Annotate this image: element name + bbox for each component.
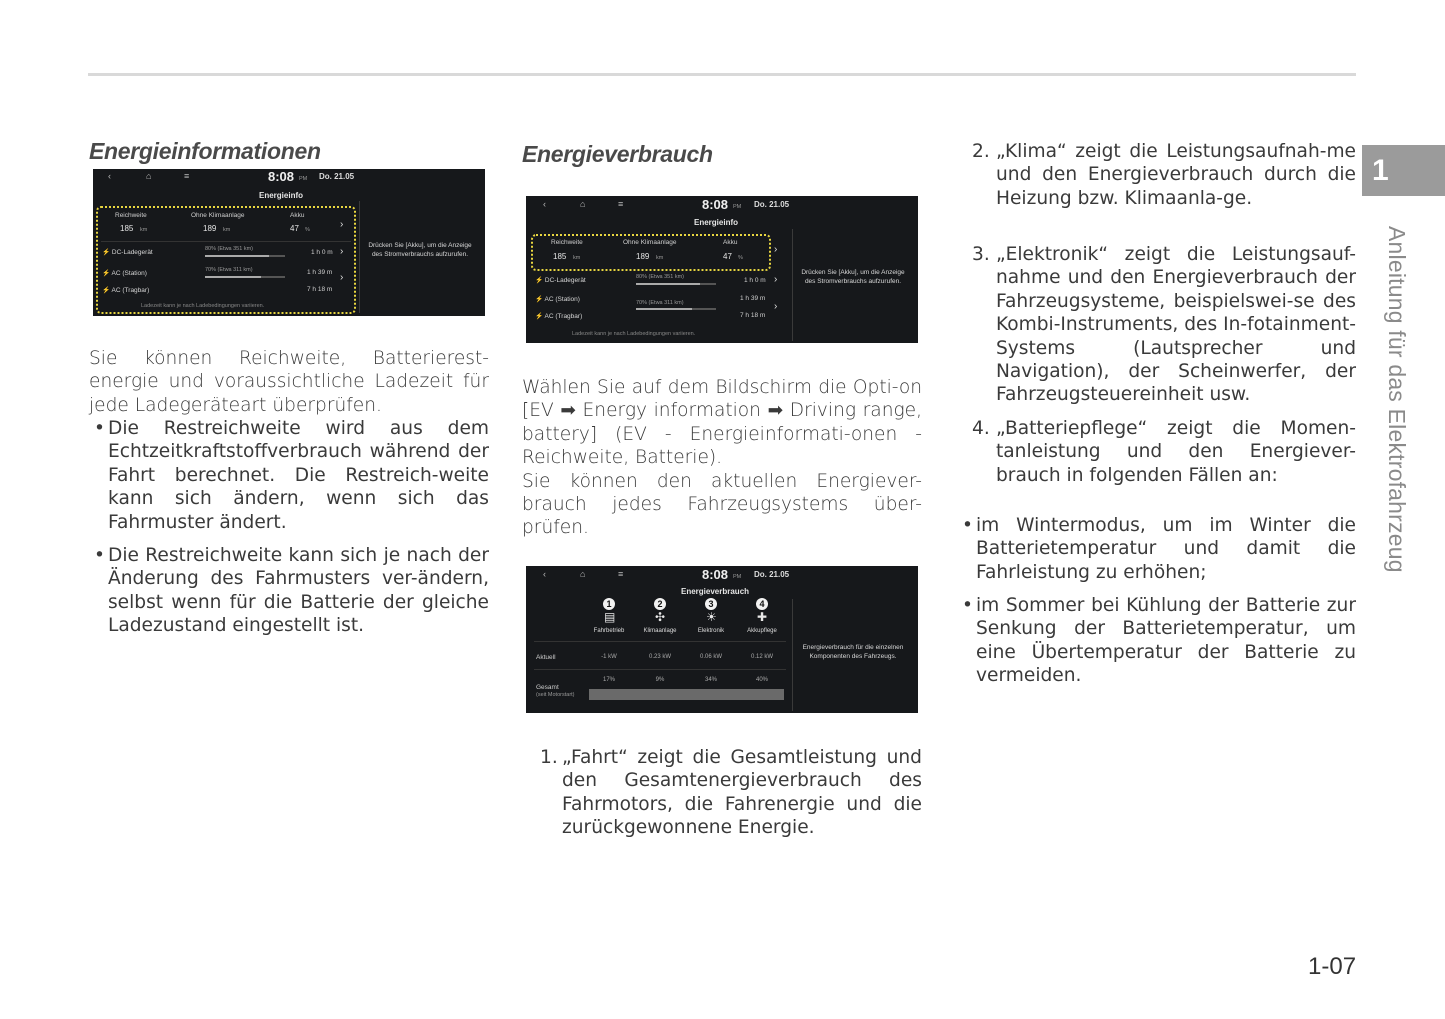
screen-title: Energieinfo	[694, 218, 739, 227]
total-value: 34%	[704, 677, 717, 683]
current-value: 0.12 kW	[750, 654, 773, 660]
range-label: Reichweite	[115, 212, 147, 219]
battery-icon: ✚	[757, 610, 768, 624]
range-value: 185	[553, 252, 567, 261]
charger-row-dc: ⚡ DC-Ladegerät	[102, 249, 153, 256]
item-number: 2.	[972, 141, 990, 162]
charger-row-ac-portable: ⚡ AC (Tragbar)	[102, 287, 150, 294]
charger-row-ac-station: ⚡ AC (Station)	[535, 296, 580, 303]
charger-ac-sub: 70% (Etwa 311 km)	[205, 267, 253, 273]
item-text: „Fahrt“ zeigt die Gesamtleistung und den Gesamtenergieverbrauch des Fahrmotors, die Fahrenergie und die zurückgewonnene Energie.	[562, 747, 922, 839]
date: Do. 21.05	[754, 570, 790, 579]
total-value: 40%	[755, 677, 768, 683]
chevron-right-icon: ›	[774, 274, 778, 285]
screen-footer: Ladezeit kann je nach Ladebedingungen variieren.	[572, 331, 696, 337]
charger-ac-portable-time: 7 h 18 m	[740, 312, 766, 319]
charger-row-ac-portable: ⚡ AC (Tragbar)	[535, 313, 583, 320]
bullet-dot: •	[962, 515, 973, 536]
screen-title: Energieinfo	[259, 191, 304, 200]
chevron-right-icon: ›	[774, 244, 778, 255]
page-number: 1-07	[1308, 953, 1357, 980]
charger-ac-portable-label: AC (Tragbar)	[111, 287, 150, 294]
noclimate-unit: km	[656, 255, 664, 261]
charge-bar-dc	[636, 283, 716, 285]
bullet-item	[94, 417, 489, 534]
total-value: 9%	[655, 677, 665, 683]
clock: 8:08	[702, 567, 729, 582]
electronics-icon: ☀	[706, 610, 717, 624]
home-icon: ⌂	[146, 171, 152, 181]
category-label: Fahrbetrieb	[593, 628, 625, 634]
row-divider	[534, 641, 786, 642]
charger-ac-station-label: AC (Station)	[111, 270, 147, 277]
noclimate-label: Ohne Klimaanlage	[191, 212, 245, 219]
panel-divider	[792, 229, 793, 341]
charger-dc-time: 1 h 0 m	[311, 249, 333, 256]
category-label: Akkupflege	[747, 628, 777, 634]
callout-1: 1	[603, 598, 615, 610]
current-value: -1 kW	[601, 654, 617, 660]
clock: 8:08	[268, 169, 295, 184]
item-number: 4.	[972, 418, 990, 439]
charge-bar-dc	[205, 255, 285, 257]
panel-divider	[792, 599, 793, 711]
charger-row-dc: ⚡ DC-Ladegerät	[535, 277, 586, 284]
charger-dc-time: 1 h 0 m	[744, 277, 766, 284]
menu-icon: ≡	[618, 569, 624, 579]
current-row-label: Aktuell	[536, 654, 556, 661]
chevron-right-icon: ›	[340, 246, 344, 257]
charge-bar-ac	[636, 308, 716, 310]
row-divider	[534, 669, 786, 670]
range-label: Reichweite	[551, 239, 583, 246]
chevron-right-icon: ›	[340, 219, 344, 230]
battery-label: Akku	[290, 212, 305, 219]
screen-note: Drücken Sie [Akku], um die Anzeige des Stromverbrauchs aufzurufen.	[368, 242, 472, 258]
current-value: 0.23 kW	[648, 654, 671, 660]
item-number: 3.	[972, 244, 990, 265]
bullet-dot: •	[94, 545, 105, 566]
heading-energieverbrauch: Energieverbrauch	[522, 141, 713, 167]
screen-title: Energieverbrauch	[681, 587, 750, 596]
numbered-item	[972, 140, 1356, 210]
back-icon: ‹	[543, 199, 546, 209]
home-icon: ⌂	[580, 569, 586, 579]
current-value: 0.06 kW	[699, 654, 722, 660]
chevron-right-icon: ›	[774, 301, 778, 312]
date: Do. 21.05	[319, 172, 355, 181]
bullet-text: im Sommer bei Kühlung der Batterie zur Senkung der Batterietemperatur, um eine Übertemperatur der Batterie zu vermeiden.	[976, 595, 1356, 687]
heading-energieinformationen: Energieinformationen	[89, 138, 321, 164]
bullet-item	[962, 594, 1356, 688]
row-divider	[101, 241, 351, 242]
clock-ampm: PM	[733, 204, 742, 210]
category-label: Klimaanlage	[643, 628, 677, 634]
bullet-text: Die Restreichweite kann sich je nach der Änderung des Fahrmusters ver-ändern, selbst wenn für die Batterie der gleiche Ladezustand eingestellt ist.	[108, 545, 489, 637]
date: Do. 21.05	[754, 200, 790, 209]
bullet-dot: •	[962, 595, 973, 616]
menu-icon: ≡	[618, 199, 624, 209]
side-chapter-title	[1380, 226, 1410, 606]
total-row-label: Gesamt	[536, 684, 559, 691]
header-rule	[88, 73, 1356, 76]
charger-dc-sub: 80% (Etwa 351 km)	[636, 274, 684, 280]
battery-value: 47	[723, 252, 732, 261]
chapter-title: Anleitung für das Elektrofahrzeug	[1384, 226, 1410, 573]
callout-4: 4	[756, 598, 768, 610]
total-row-sublabel: (seit Motorstart)	[536, 692, 575, 698]
callout-2: 2	[654, 598, 666, 610]
chevron-right-icon: ›	[340, 272, 344, 283]
numbered-item	[972, 243, 1356, 407]
back-icon: ‹	[108, 171, 111, 181]
charger-ac-station-time: 1 h 39 m	[307, 269, 333, 276]
charger-ac-station-time: 1 h 39 m	[740, 295, 766, 302]
bullet-dot: •	[94, 418, 105, 439]
noclimate-value: 189	[636, 252, 650, 261]
battery-label: Akku	[723, 239, 738, 246]
charger-row-ac-station: ⚡ AC (Station)	[102, 270, 147, 277]
chapter-number: 1	[1372, 154, 1389, 187]
clock-ampm: PM	[299, 176, 308, 182]
home-icon: ⌂	[580, 199, 586, 209]
bullet-item	[962, 514, 1356, 584]
total-share-bar	[589, 689, 784, 700]
screenshot-energieinfo-highlight	[526, 196, 918, 343]
chapter-tab	[1362, 145, 1445, 196]
bullet-text: Die Restreichweite wird aus dem Echtzeitkraftstoffverbrauch während der Fahrt berechnet. Die Restreich-weite kann sich ändern, wenn sich das Fahrmuster ändert.	[108, 418, 489, 533]
menu-icon: ≡	[184, 171, 190, 181]
screen-note: Drücken Sie [Akku], um die Anzeige des Stromverbrauchs aufzurufen.	[801, 269, 905, 285]
seat-icon: ▤	[604, 610, 616, 624]
noclimate-unit: km	[223, 227, 231, 233]
charger-ac-portable-time: 7 h 18 m	[307, 286, 333, 293]
total-value: 17%	[602, 677, 615, 683]
range-unit: km	[573, 255, 581, 261]
callout-3: 3	[705, 598, 717, 610]
noclimate-label: Ohne Klimaanlage	[623, 239, 677, 246]
screen-footer: Ladezeit kann je nach Ladebedingungen variieren.	[141, 303, 265, 309]
item-number: 1.	[540, 747, 558, 768]
clock-ampm: PM	[733, 574, 742, 580]
screenshot-energieinfo	[93, 169, 485, 316]
back-icon: ‹	[543, 569, 546, 579]
bullet-item	[94, 544, 489, 638]
charger-dc-sub: 80% (Etwa 351 km)	[205, 246, 253, 252]
clock: 8:08	[702, 197, 729, 212]
charger-ac-sub: 70% (Etwa 311 km)	[636, 300, 684, 306]
bullet-text: im Wintermodus, um im Winter die Batterietemperatur und damit die Fahrleistung zu erhöhen;	[976, 515, 1356, 583]
noclimate-value: 189	[203, 224, 217, 233]
highlight-frame	[96, 206, 356, 314]
panel-divider	[359, 201, 360, 313]
screenshot-energieverbrauch	[526, 566, 918, 713]
category-label: Elektronik	[697, 628, 725, 634]
item-text: „Elektronik“ zeigt die Leistungsauf-nahme und den Energieverbrauch der Fahrzeugsysteme, beispielswei-se des Kombi-Instruments, des In-fotainment-Systems (Lautsprecher und Navigation), der Scheinwerfer, der Fahrzeugsteuereinheit usw.	[996, 244, 1356, 406]
charger-dc-label: DC-Ladegerät	[544, 277, 586, 284]
item-text: „Klima“ zeigt die Leistungsaufnah-me und den Energieverbrauch durch die Heizung bzw. Klimaanla-ge.	[996, 141, 1356, 209]
range-value: 185	[120, 224, 134, 233]
range-unit: km	[140, 227, 148, 233]
charge-bar-ac	[205, 276, 285, 278]
screen-note: Energieverbrauch für die einzelnen Komponenten des Fahrzeugs.	[802, 644, 904, 660]
charger-ac-station-label: AC (Station)	[544, 296, 580, 303]
battery-unit: %	[305, 227, 310, 233]
charger-dc-label: DC-Ladegerät	[111, 249, 153, 256]
battery-unit: %	[738, 255, 743, 261]
numbered-item	[972, 417, 1356, 487]
numbered-item	[540, 746, 922, 840]
item-text: „Batteriepflege“ zeigt die Momen-tanleistung und den Energiever-brauch in folgenden Fällen an:	[996, 418, 1356, 486]
battery-value: 47	[290, 224, 299, 233]
intro-paragraph: Sie können Reichweite, Batterierest-energie und voraussichtliche Ladezeit für jede Ladegeräteart überprüfen.	[89, 348, 489, 416]
charger-ac-portable-label: AC (Tragbar)	[544, 313, 583, 320]
energy-paragraph: Wählen Sie auf dem Bildschirm die Opti-on [EV ➡ Energy information ➡ Driving range, battery] (EV - Energieinformati-onen - Reichweite, Batterie). Sie können den aktuellen Energiever-brauch jedes Fahrzeugsystems über-prüfen.	[522, 377, 922, 539]
fan-icon: ✣	[655, 610, 666, 624]
